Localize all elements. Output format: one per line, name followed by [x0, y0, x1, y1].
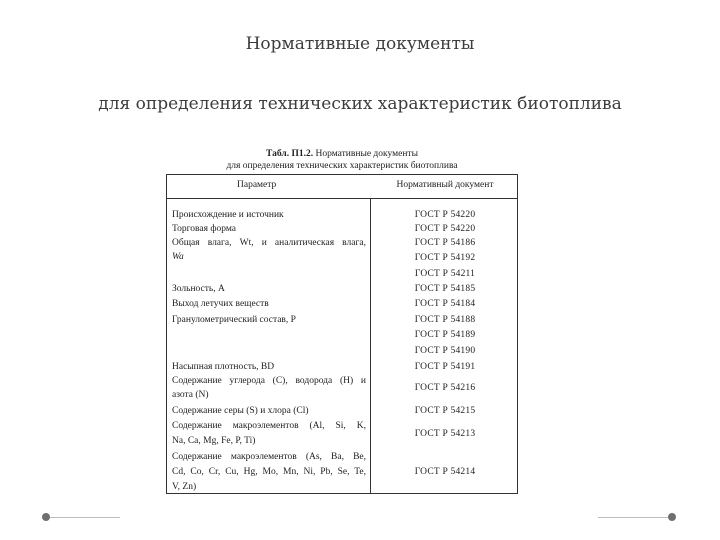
param-particle-size: Гранулометрический состав, P: [172, 315, 296, 325]
param-minor-elements-cont-2: V, Zn): [172, 482, 197, 492]
doc-54214: ГОСТ Р 54214: [414, 467, 476, 477]
param-major-elements-cont: Na, Ca, Mg, Fe, P, Ti): [172, 436, 256, 446]
param-trade-form: Торговая форма: [172, 224, 236, 234]
param-volatiles: Выход летучих веществ: [172, 299, 269, 309]
slide-title-line-2: для определения технических характеристик биотоплива: [98, 94, 622, 114]
param-minor-elements: Содержание макроэлементов (As, Ba, Be,: [172, 452, 366, 462]
left-rule: [50, 517, 120, 518]
doc-54192: ГОСТ Р 54192: [414, 253, 476, 263]
doc-54220-b: ГОСТ Р 54220: [414, 224, 476, 234]
header-divider: [167, 198, 517, 199]
table-caption-line-2: для определения технических характеристик биотоплива: [226, 161, 458, 171]
doc-54216: ГОСТ Р 54216: [414, 383, 476, 393]
param-ash: Зольность, A: [172, 284, 225, 294]
doc-54191: ГОСТ Р 54191: [414, 362, 476, 372]
doc-54213: ГОСТ Р 54213: [414, 429, 476, 439]
table-caption: [166, 148, 518, 172]
doc-54188: ГОСТ Р 54188: [414, 315, 476, 325]
doc-54190: ГОСТ Р 54190: [414, 346, 476, 356]
table-caption-label: Табл. П1.2.: [266, 149, 314, 159]
column-divider: [370, 198, 371, 493]
header-parameter: Параметр: [237, 180, 277, 190]
doc-54215: ГОСТ Р 54215: [414, 406, 476, 416]
param-bulk-density: Насыпная плотность, BD: [172, 362, 275, 372]
right-rule: [598, 517, 668, 518]
param-moisture-cont: Wa: [172, 252, 184, 262]
doc-54211: ГОСТ Р 54211: [414, 269, 476, 279]
param-moisture: Общая влага, Wt, и аналитическая влага,: [172, 238, 366, 248]
param-major-elements: Содержание макроэлементов (Al, Si, K,: [172, 421, 366, 431]
standards-table: [166, 174, 518, 494]
table-caption-text: Нормативные документы: [313, 149, 418, 159]
param-origin: Происхождение и источник: [172, 210, 284, 220]
slide-title-line-1: Нормативные документы: [245, 34, 475, 54]
left-bullet-icon: [42, 513, 50, 521]
doc-54186: ГОСТ Р 54186: [414, 238, 476, 248]
header-document: Нормативный документ: [396, 180, 494, 190]
right-bullet-icon: [668, 513, 676, 521]
param-sulfur-chlorine: Содержание серы (S) и хлора (Cl): [172, 406, 309, 416]
doc-54189: ГОСТ Р 54189: [414, 330, 476, 340]
doc-54184: ГОСТ Р 54184: [414, 299, 476, 309]
param-chn-cont: азота (N): [172, 390, 209, 400]
doc-54220-a: ГОСТ Р 54220: [414, 210, 476, 220]
param-chn: Содержание углерода (C), водорода (H) и: [172, 376, 366, 386]
table-caption-line-1: [166, 148, 518, 160]
doc-54185: ГОСТ Р 54185: [414, 284, 476, 294]
param-minor-elements-cont: Cd, Co, Cr, Cu, Hg, Mo, Mn, Ni, Pb, Se, Te,: [172, 467, 366, 477]
